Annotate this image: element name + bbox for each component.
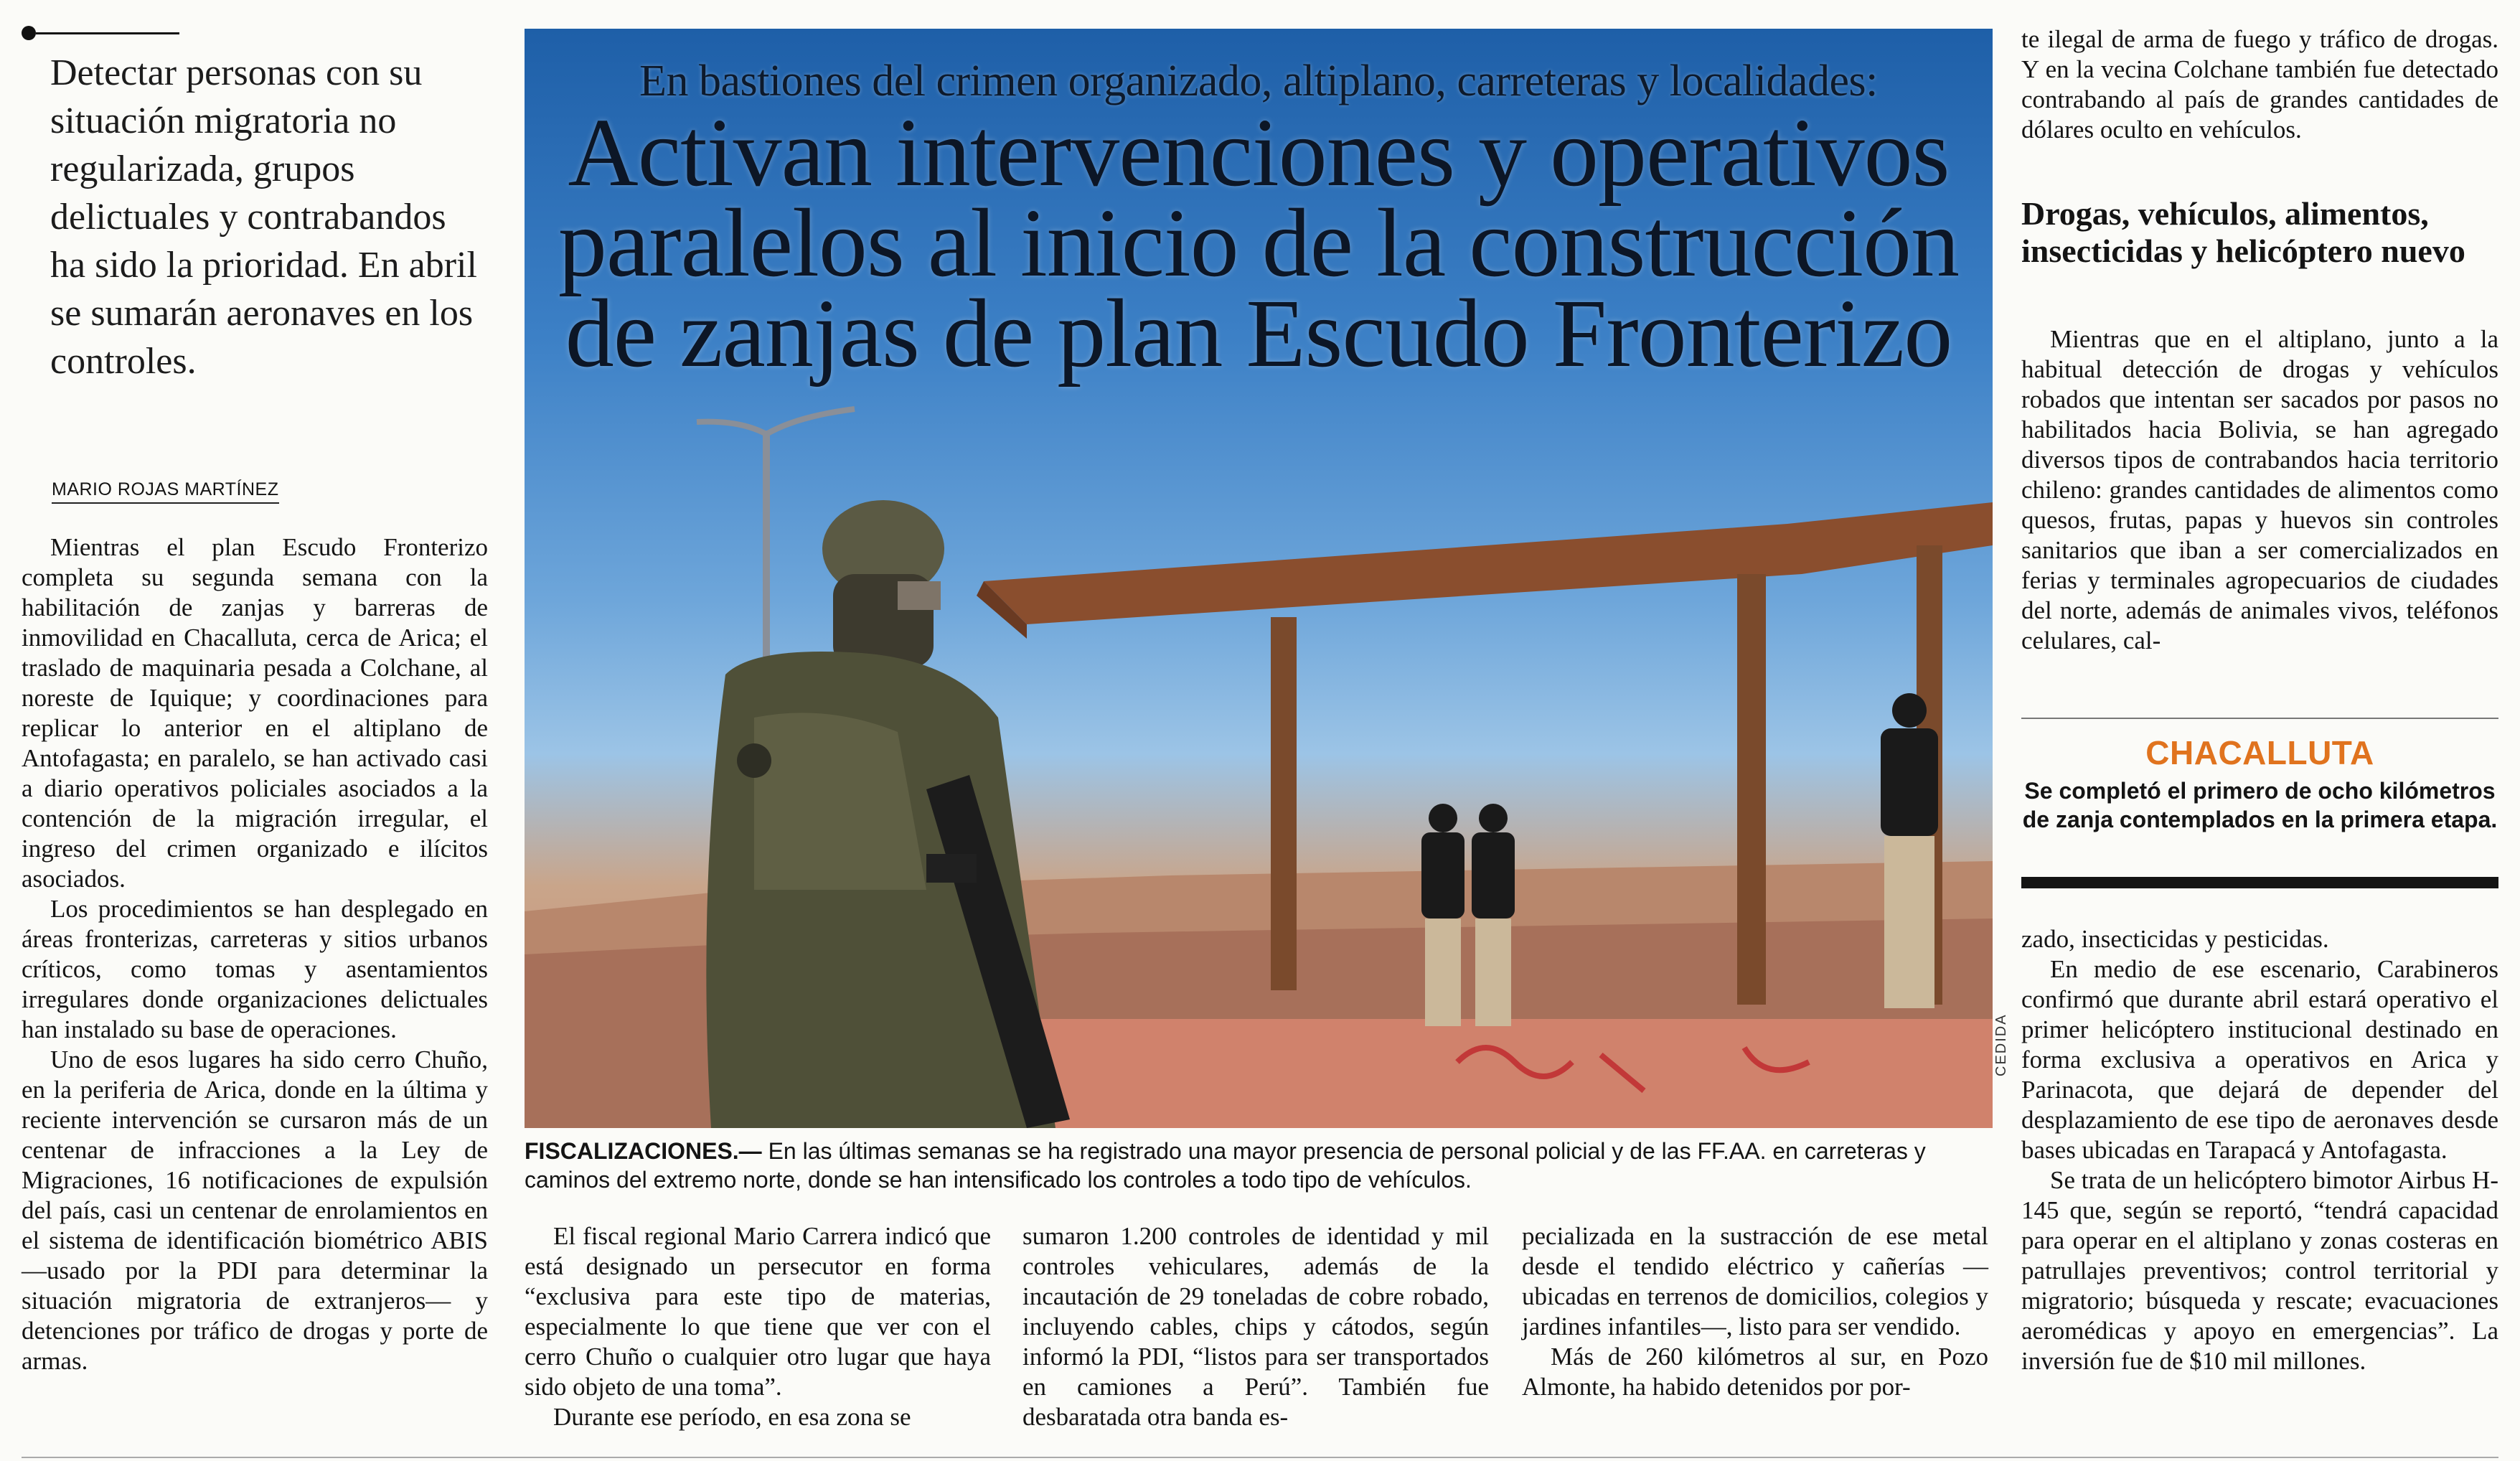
caption-text: En las últimas semanas se ha registrado una mayor presencia de personal policial y de las FF.AA. en carreteras y caminos del extremo norte, donde se han intensificado los controles a todo tipo de vehículos. bbox=[525, 1138, 1926, 1193]
subheading: Drogas, vehículos, alimentos, insecticidas y helicóptero nuevo bbox=[2021, 195, 2465, 269]
article-column-right-mid bbox=[2021, 324, 2498, 656]
paragraph: Mientras que en el altiplano, junto a la habitual detección de drogas y vehículos robados que intentan ser sacados por pasos no habilitados hacia Bolivia, se han agregado diversos tipos de contrabandos hacia territorio chileno: grandes cantidades de alimentos como quesos, frutas, papas y huevos sin controles sanitarios que iban a ser comercializados en ferias y terminales agropecuarios de ciudades del norte, además de animales vivos, teléfonos celulares, cal- bbox=[2021, 325, 2498, 654]
paragraph: En medio de ese escenario, Carabineros confirmó que durante abril estará operativo el primer helicóptero institucional destinado en forma exclusiva a operativos en Arica y Parinacota, que dejará de depender del desplazamiento de ese tipo de aeronaves desde bases ubicadas en Tarapacá y Antofagasta. bbox=[2021, 955, 2498, 1164]
photo-caption bbox=[525, 1137, 1993, 1194]
infobox-title: CHACALLUTA bbox=[2145, 734, 2374, 771]
bottom-rule bbox=[22, 1457, 2498, 1458]
paragraph: Los procedimientos se han desplegado en áreas fronterizas, carreteras y sitios urbanos críticos, como tomas y asentamientos irregulares donde organizaciones delictuales han instalado su base de operaciones. bbox=[22, 895, 488, 1043]
top-rule bbox=[36, 32, 179, 34]
article-column-bottom-2 bbox=[1022, 1221, 1489, 1432]
article-column-bottom-3 bbox=[1522, 1221, 1988, 1402]
paragraph: te ilegal de arma de fuego y tráfico de drogas. Y en la vecina Colchane también fue detectado contrabando al país de grandes cantidades de dólares oculto en vehículos. bbox=[2021, 25, 2498, 144]
paragraph: pecializada en la sustracción de ese metal desde el tendido eléctrico y cañerías —ubicadas en terrenos de domicilios, colegios y jardines infantiles—, listo para ser vendido. bbox=[1522, 1222, 1988, 1340]
article-column-bottom-1 bbox=[525, 1221, 991, 1432]
lead-photo bbox=[525, 29, 1993, 1128]
paragraph: Más de 260 kilómetros al sur, en Pozo Almonte, ha habido detenidos por por- bbox=[1522, 1343, 1988, 1401]
article-column-right-top bbox=[2021, 24, 2498, 145]
paragraph: El fiscal regional Mario Carrera indicó que está designado un persecutor en forma “exclusiva para este tipo de materias, especialmente lo que tiene que ver con el cerro Chuño o cualquier otro lugar que haya sido objeto de una toma”. bbox=[525, 1222, 991, 1401]
article-column-right-bottom bbox=[2021, 924, 2498, 1376]
headline: Activan intervenciones y operativos paralelos al inicio de la construcción de zanjas de plan Escudo Fronterizo bbox=[558, 99, 1960, 387]
paragraph: Mientras el plan Escudo Fronterizo completa su segunda semana con la habilitación de zanjas y barreras de inmovilidad en Chacalluta, cerca de Arica; el traslado de maquinaria pesada a Colchane, al noreste de Iquique; y coordinaciones para replicar lo anterior en el altiplano de Antofagasta; en paralelo, se han activado casi a diario operativos policiales asociados a la contención de la migración irregular, el ingreso del crimen organizado e ilícitos asociados. bbox=[22, 533, 488, 893]
bullet-dot bbox=[22, 26, 36, 40]
paragraph: zado, insecticidas y pesticidas. bbox=[2021, 925, 2329, 953]
byline: MARIO ROJAS MARTÍNEZ bbox=[52, 479, 279, 504]
paragraph: Se trata de un helicóptero bimotor Airbus H-145 que, según se reportó, “tendrá capacidad para operar en el altiplano y zonas costeras en patrullajes preventivos; control territorial y migratorio; búsqueda y rescate; evacuaciones aeromédicas y apoyo en emergencias”. La inversión fue de $10 mil millones. bbox=[2021, 1166, 2498, 1375]
infobox-text: Se completó el primero de ocho kilómetros de zanja contemplados en la primera etapa. bbox=[2022, 778, 2498, 832]
paragraph: sumaron 1.200 controles de identidad y mil controles vehiculares, además de la incautación de 29 toneladas de cobre robado, incluyendo cables, chips y cátodos, según informó la PDI, “listos para ser transportados en camiones a Perú”. También fue desbaratada otra banda es- bbox=[1022, 1222, 1489, 1431]
lead-paragraph: Detectar personas con su situación migratoria no regularizada, grupos delictuales y contrabandos ha sido la prioridad. En abril se sumarán aeronaves en los controles. bbox=[50, 52, 477, 382]
article-column-left bbox=[22, 532, 488, 1376]
box-rule-bottom bbox=[2021, 877, 2498, 888]
box-rule-top bbox=[2021, 718, 2498, 719]
paragraph: Uno de esos lugares ha sido cerro Chuño, en la periferia de Arica, donde en la última y reciente intervención se cursaron más de un centenar de infracciones a la Ley de Migraciones, 16 notificaciones de expulsión del país, casi un centenar de enrolamientos en el sistema de identificación biométrico ABIS —usado por la PDI para determinar la situación migratoria de extranjeros— y detenciones por tráfico de drogas y porte de armas. bbox=[22, 1046, 488, 1375]
headline-kicker: En bastiones del crimen organizado, altiplano, carreteras y localidades: bbox=[639, 57, 1878, 105]
photo-credit: CEDIDA bbox=[1993, 1013, 2009, 1076]
caption-label: FISCALIZACIONES.— bbox=[525, 1138, 762, 1164]
paragraph: Durante ese período, en esa zona se bbox=[553, 1403, 911, 1431]
